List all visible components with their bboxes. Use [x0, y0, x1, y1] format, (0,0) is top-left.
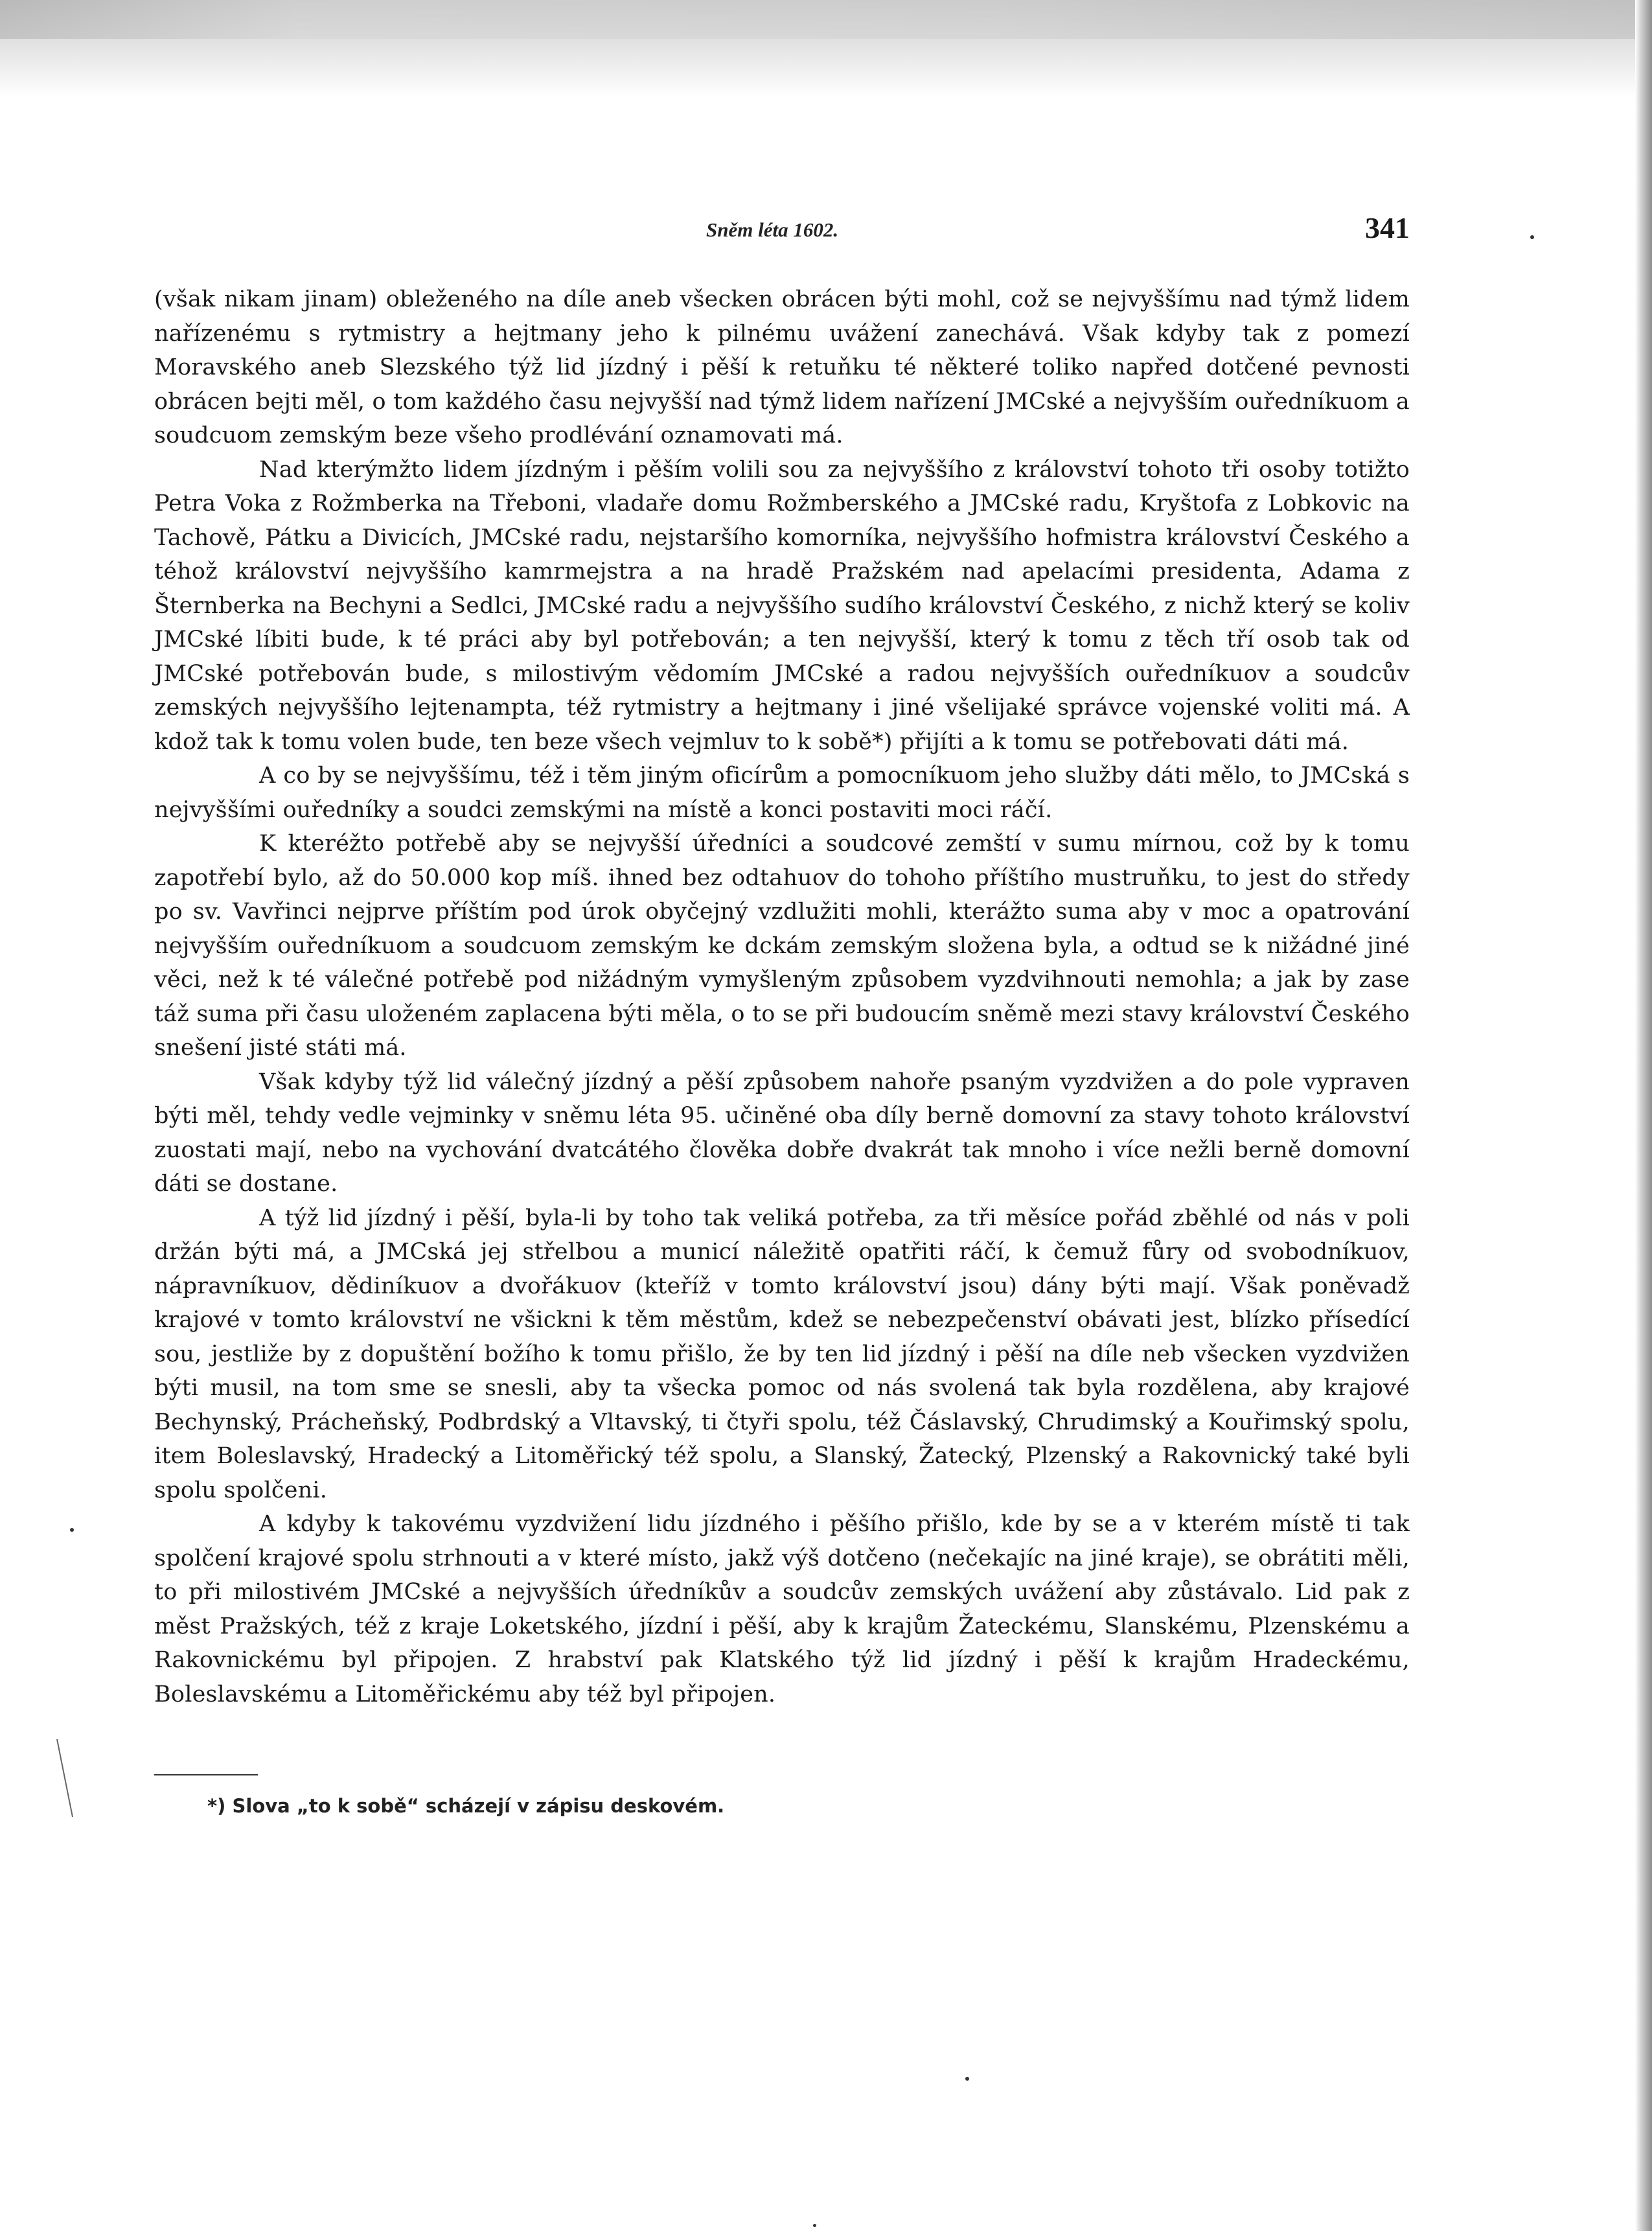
running-head: Sněm léta 1602. — [706, 218, 839, 241]
paragraph-4: K kteréžto potřebě aby se nejvyšší úředníci a soudcové zemští v sumu mírnou, což by k tomu zapotřebí bylo, až do 50.000 kop míš. ihned bez odtahuov do tohoho příštího mustruňku, to jest do středy po sv. Vavřinci nejprve příštím pod úrok obyčejný vzdlužiti mohli, kterážto suma aby v moc a opatrování nejvyšším ouředníkuom a soudcuom zemským ke dckám zemským složena byla, a odtud se k nižádné jiné věci, než k té válečné potřebě pod nižádným vymyšleným způsobem vyzdvihnouti nemohla; a jak by zase táž suma při času uloženém zaplacena býti měla, o to se při budoucím sněmě mezi stavy království Českého snešení jisté státi má. — [154, 831, 1410, 1061]
paragraph-3: A co by se nejvyššímu, též i těm jiným oficírům a pomocníkuom jeho služby dáti mělo, to JMCská s nejvyššími ouředníky a soudci zemskými na místě a konci postaviti moci ráčí. — [154, 763, 1410, 823]
page-header — [154, 211, 1410, 249]
scan-speck — [70, 1528, 74, 1532]
paragraph-6: A týž lid jízdný i pěší, byla-li by toho tak veliká potřeba, za tři měsíce pořád zběhlé od nás v poli držán býti má, a JMCská jej střelbou a municí náležitě opatřiti ráčí, k čemuž fůry od svobodníkuov, nápravníkuov, dědiníkuov a dvořákuov (kteříž v tomto království jsou) dány býti mají. Však poněvadž krajové v tomto království ne všickni k těm městům, kdež se nebezpečenství obávati jest, blízko přísedící sou, jestliže by z dopuštění božího k tomu přišlo, že by ten lid jízdný i pěší na díle neb všecken vyzdvižen býti musil, na tom sme se snesli, aby ta všecka pomoc od nás svolená tak byla rozdělena, aby krajové Bechynský, Prácheňský, Podbrdský a Vltavský, ti čtyři spolu, též Čáslavský, Chrudimský a Kouřimský spolu, item Boleslavský, Hradecký a Litoměřický též spolu, a Slanský, Žatecký, Plzenský a Rakovnický také byli spolu spolčeni. — [154, 1205, 1410, 1503]
paragraph-1: (však nikam jinam) obleženého na díle aneb všecken obrácen býti mohl, což se nejvyššímu nad týmž lidem nařízenému s rytmistry a hejtmany jeho k pilnému uvážení zanechává. Však kdyby tak z pomezí Moravského aneb Slezského týž lid jízdný i pěší k retuňku té některé toliko napřed dotčené pevnosti obrácen bejti měl, o tom každého času nejvyšší nad týmž lidem nařízení JMCské a nejvyšším ouředníkuom a soudcuom zemským beze všeho prodlévání oznamovati má. — [154, 286, 1410, 448]
scan-speck — [965, 2077, 969, 2081]
paragraph-7: A kdyby k takovému vyzdvižení lidu jízdného i pěšího přišlo, kde by se a v kterém místě ti tak spolčení krajové spolu strhnouti a v které místo, jakž výš dotčeno (nečekajíc na jiné kraje), se obrátiti měli, to při milostivém JMCské a nejvyšších úředníkův a soudcův zemských uvážení aby zůstávalo. Lid pak z měst Pražských, též z kraje Loketského, jízdní i pěší, aby k krajům Žateckému, Slanskému, Plzenskému a Rakovnickému byl připojen. Z hrabství pak Klatského týž lid jízdný i pěší k krajům Hradeckému, Boleslavskému a Litoměřickému aby též byl připojen. — [154, 1511, 1410, 1707]
scan-shadow-right — [1635, 0, 1652, 2231]
footnote-divider — [154, 1774, 258, 1775]
body-text — [154, 283, 1410, 1711]
scan-stray-line — [52, 1737, 78, 1821]
paragraph-2: Nad kterýmžto lidem jízdným i pěším volili sou za nejvyššího z království tohoto tři osoby totižto Petra Voka z Rožmberka na Třeboni, vladaře domu Rožmberského a JMCské radu, Kryštofa z Lobkovic na Tachově, Pátku a Divicích, JMCské radu, nejstaršího komorníka, nejvyššího hofmistra království Českého a téhož království nejvyššího kamrmejstra a na hradě Pražském nad apelacími presidenta, Adama z Šternberka na Bechyni a Sedlci, JMCské radu a nejvyššího sudího království Českého, z nichž který se koliv JMCské líbiti bude, k té práci aby byl potřebován; a ten nejvyšší, který k tomu z těch tří osob tak od JMCské potřebován bude, s milostivým vědomím JMCské a radou nejvyšších ouředníkuov a soudcův zemských nejvyššího lejtenampta, též rytmistry a hejtmany i jiné všelijaké správce vojenské voliti má. A kdož tak k tomu volen bude, ten beze všech vejmluv to k sobě*) přijíti a k tomu se potřebovati dáti má. — [154, 456, 1410, 755]
paragraph-5: Však kdyby týž lid válečný jízdný a pěší způsobem nahoře psaným vyzdvižen a do pole vypraven býti měl, tehdy vedle vejminky v sněmu léta 95. učiněné oba díly berně domovní za stavy tohoto království zuostati mají, nebo na vychování dvatcátého člověka dobře dvakrát tak mnoho i více nežli berně domovní dáti se dostane. — [154, 1069, 1410, 1197]
page-number: 341 — [1365, 211, 1410, 244]
scan-shadow-top — [0, 0, 1652, 97]
footnote: *) Slova „to k sobě“ scházejí v zápisu deskovém. — [207, 1795, 725, 1817]
scan-speck — [1530, 235, 1534, 239]
scan-speck — [813, 2224, 816, 2227]
